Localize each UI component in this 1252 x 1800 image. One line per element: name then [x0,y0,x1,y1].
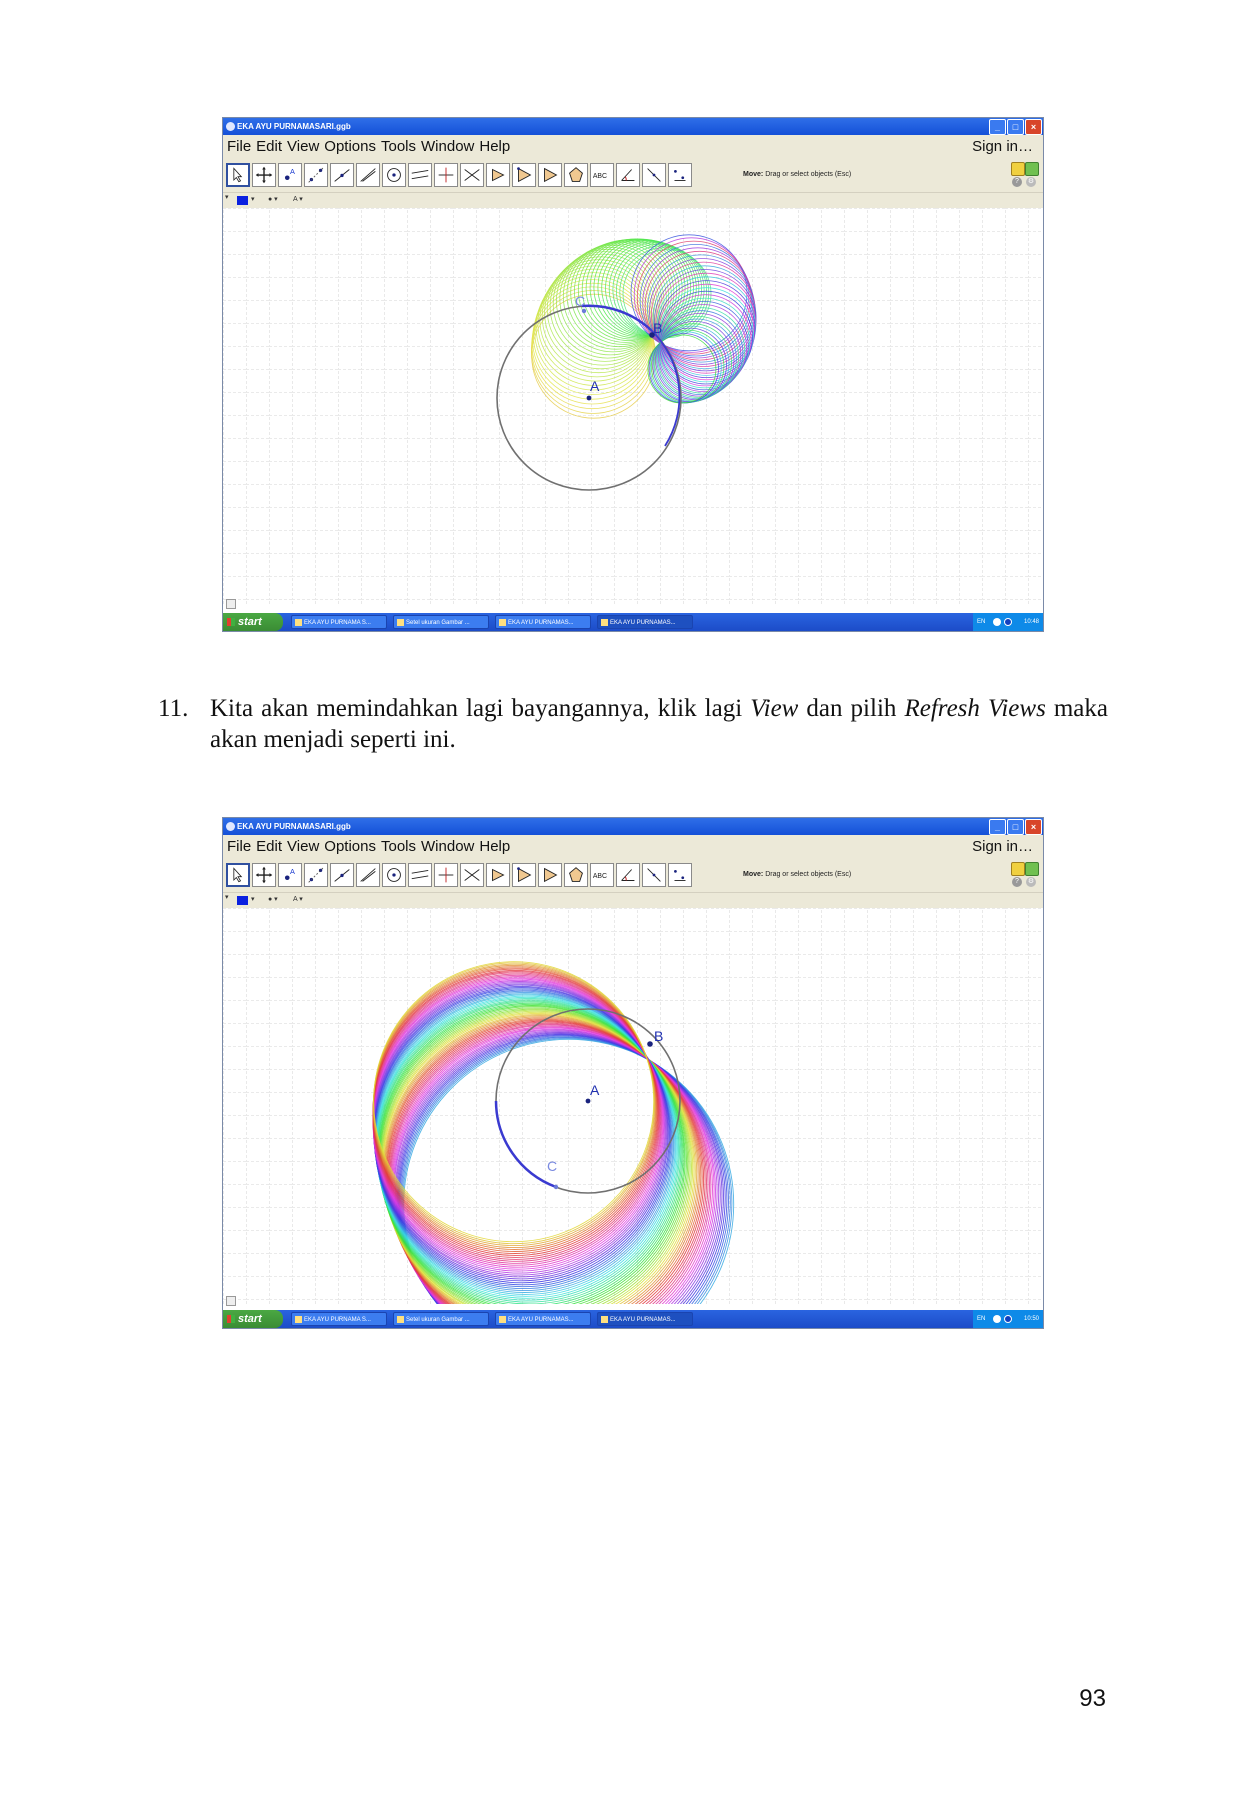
label-b: B [653,320,663,336]
point-a[interactable] [587,396,592,401]
menu-tools[interactable]: Tools [380,838,417,855]
angle-tool-icon[interactable] [616,863,640,887]
undo-icon[interactable] [1011,862,1025,876]
regular-polygon-icon[interactable] [564,163,588,187]
minimize-button[interactable]: _ [989,819,1006,835]
undo-redo-group [1011,162,1039,190]
style-bar [223,893,1043,909]
redo-icon[interactable] [1025,162,1039,176]
menu-view[interactable]: View [287,838,320,855]
text-part-1: Kita akan memindahkan lagi bayangannya, klik lagi [210,695,751,722]
angle-tool-icon[interactable] [616,163,640,187]
screenshot-geogebra-2 [222,817,1044,1329]
tool-hint-label: Move: [743,871,764,878]
reflect-line-icon[interactable] [486,863,510,887]
graphics-view[interactable] [223,908,1043,1304]
point-b[interactable] [647,1041,653,1047]
task-label-3: EKA AYU PURNAMAS... [508,1317,574,1323]
tool-hint-text: Drag or select objects (Esc) [765,871,852,878]
style-bar-toggle-icon[interactable]: ▾ [225,894,229,901]
menu-edit[interactable]: Edit [256,138,283,155]
text-tool-icon[interactable] [590,863,614,887]
move-tool-icon[interactable] [226,163,250,187]
menu-help[interactable]: Help [479,138,511,155]
folder-icon [295,619,302,626]
taskbar [223,613,1043,631]
perpendicular-line-icon[interactable] [330,863,354,887]
dilate-icon[interactable] [642,163,666,187]
new-point-icon[interactable] [278,863,302,887]
start-label: start [238,616,262,628]
task-label-1: EKA AYU PURNAMA S... [304,620,371,626]
window-icon [499,619,506,626]
tool-hint-text: Drag or select objects (Esc) [765,171,852,178]
system-tray [973,1310,1043,1328]
corner-handle-icon[interactable] [226,1296,236,1306]
sign-in-link[interactable]: Sign in… [972,838,1033,855]
translate-vector-icon[interactable] [538,163,562,187]
label-a: A [590,1082,600,1098]
task-label-4: EKA AYU PURNAMAS... [610,1317,676,1323]
language-indicator[interactable]: EN [977,1316,986,1322]
task-label-1: EKA AYU PURNAMA S... [304,1317,371,1323]
graphics-view[interactable] [223,208,1043,606]
polygon-line-icon[interactable] [356,163,380,187]
tool-hint-label: Move: [743,171,764,178]
point-c[interactable] [554,1185,558,1189]
refresh-views-ref: Refresh Views [904,695,1046,722]
dilate-icon[interactable] [642,863,666,887]
help-icon[interactable]: ? [1012,177,1022,187]
label-c: C [547,1158,558,1174]
point-a[interactable] [586,1099,591,1104]
parallel-line-icon[interactable] [408,863,432,887]
geogebra-icon [601,1316,608,1323]
geogebra-app-icon [226,122,235,131]
start-button[interactable] [223,613,283,631]
color-swatch[interactable] [237,896,248,905]
task-button-2[interactable] [393,1312,489,1326]
start-button[interactable] [223,1310,283,1328]
circle-center-point-icon[interactable] [382,863,406,887]
move-tool-icon[interactable] [226,863,250,887]
reflect-line-icon[interactable] [486,163,510,187]
instruction-paragraph [158,693,1108,755]
tray-icon[interactable] [993,618,1001,626]
task-button-3[interactable] [495,1312,591,1326]
locus-icon[interactable] [668,863,692,887]
redo-icon[interactable] [1025,862,1039,876]
translate-vector-icon[interactable] [538,863,562,887]
label-style-icon[interactable]: A ▾ [293,896,303,903]
window-icon [499,1316,506,1323]
menu-file[interactable]: File [227,838,252,855]
menu-view[interactable]: View [287,138,320,155]
menu-help[interactable]: Help [479,838,511,855]
point-style-icon[interactable]: ● ▾ [268,196,278,203]
label-a: A [590,378,600,394]
menu-options[interactable]: Options [324,138,376,155]
label-b: B [654,1028,664,1044]
label-c: C [575,293,586,309]
text-tool-icon[interactable] [590,163,614,187]
step-text [210,693,1108,755]
regular-polygon-icon[interactable] [564,863,588,887]
task-button-1[interactable] [291,615,387,629]
point-c[interactable] [582,309,586,313]
maximize-button[interactable]: □ [1007,119,1024,135]
start-label: start [238,1313,262,1325]
task-button-4[interactable] [597,615,693,629]
color-dropdown-icon[interactable]: ▾ [251,896,255,903]
task-button-1[interactable] [291,1312,387,1326]
task-label-2: Setel ukuran Gambar ... [406,1317,470,1323]
sign-in-link[interactable]: Sign in… [972,138,1033,155]
perpendicular-line-icon[interactable] [330,163,354,187]
window-icon [397,619,404,626]
abc-label: ABC [592,172,607,180]
page-number: 93 [1079,1685,1106,1712]
menu-edit[interactable]: Edit [256,838,283,855]
point-style-icon[interactable]: ● ▾ [268,896,278,903]
task-button-4[interactable] [597,1312,693,1326]
taskbar [223,1310,1043,1328]
tool-bar [223,159,1043,193]
system-tray [973,613,1043,631]
menu-bar [223,135,1043,159]
task-button-3[interactable] [495,615,591,629]
menu-view-ref: View [750,695,799,722]
text-part-2: dan pilih [798,695,905,722]
circle-center-point-icon[interactable] [382,163,406,187]
tray-icon[interactable] [993,1315,1001,1323]
abc-label: ABC [592,872,607,880]
style-bar [223,193,1043,209]
locus-icon[interactable] [668,163,692,187]
svg-text:A: A [290,167,295,177]
clock: 10:50 [1023,1316,1039,1322]
settings-icon[interactable]: ⚙ [1027,178,1035,185]
task-label-3: EKA AYU PURNAMAS... [508,620,574,626]
grid [223,908,1043,1304]
svg-text:A: A [290,867,295,877]
new-point-icon[interactable] [278,163,302,187]
perpendicular-bisector-icon[interactable] [434,163,458,187]
parallel-line-icon[interactable] [408,163,432,187]
clock: 10:48 [1023,619,1039,625]
window-title: EKA AYU PURNAMASARI.ggb [237,122,351,131]
text-part-3: maka akan menjadi seperti ini. [210,695,1109,753]
network-icon[interactable] [1004,1315,1012,1323]
task-label-4: EKA AYU PURNAMAS... [610,620,676,626]
window-title: EKA AYU PURNAMASARI.ggb [237,822,351,831]
geogebra-app-icon [226,822,235,831]
window-icon [397,1316,404,1323]
windows-logo-icon [227,1315,235,1323]
move-graphics-view-icon[interactable] [252,163,276,187]
task-label-2: Setel ukuran Gambar ... [406,620,470,626]
style-bar-toggle-icon[interactable]: ▾ [225,194,229,201]
menu-window[interactable]: Window [421,838,475,855]
windows-logo-icon [227,618,235,626]
move-graphics-view-icon[interactable] [252,863,276,887]
menu-window[interactable]: Window [421,138,475,155]
grid [223,208,1043,606]
corner-handle-icon[interactable] [226,599,236,609]
line-through-points-icon[interactable] [304,163,328,187]
tool-bar [223,859,1043,893]
network-icon[interactable] [1004,618,1012,626]
tool-hint [743,871,851,878]
reflect-point-icon[interactable] [512,863,536,887]
folder-icon [295,1316,302,1323]
step-number: 11. [158,695,189,722]
menu-tools[interactable]: Tools [380,138,417,155]
minimize-button[interactable]: _ [989,119,1006,135]
close-button[interactable]: × [1025,819,1042,835]
angle-bisector-icon[interactable] [460,163,484,187]
close-button[interactable]: × [1025,119,1042,135]
screenshot-geogebra-1 [222,117,1044,632]
perpendicular-bisector-icon[interactable] [434,863,458,887]
menu-options[interactable]: Options [324,838,376,855]
help-icon[interactable]: ? [1012,877,1022,887]
settings-icon[interactable]: ⚙ [1027,878,1035,885]
polygon-line-icon[interactable] [356,863,380,887]
undo-icon[interactable] [1011,162,1025,176]
title-bar [223,118,1043,135]
menu-file[interactable]: File [227,138,252,155]
maximize-button[interactable]: □ [1007,819,1024,835]
title-bar [223,818,1043,835]
line-through-points-icon[interactable] [304,863,328,887]
color-swatch[interactable] [237,196,248,205]
label-style-icon[interactable]: A ▾ [293,196,303,203]
language-indicator[interactable]: EN [977,619,986,625]
angle-bisector-icon[interactable] [460,863,484,887]
menu-bar [223,835,1043,859]
task-button-2[interactable] [393,615,489,629]
geogebra-icon [601,619,608,626]
tool-hint [743,171,851,178]
reflect-point-icon[interactable] [512,163,536,187]
undo-redo-group [1011,862,1039,890]
color-dropdown-icon[interactable]: ▾ [251,196,255,203]
